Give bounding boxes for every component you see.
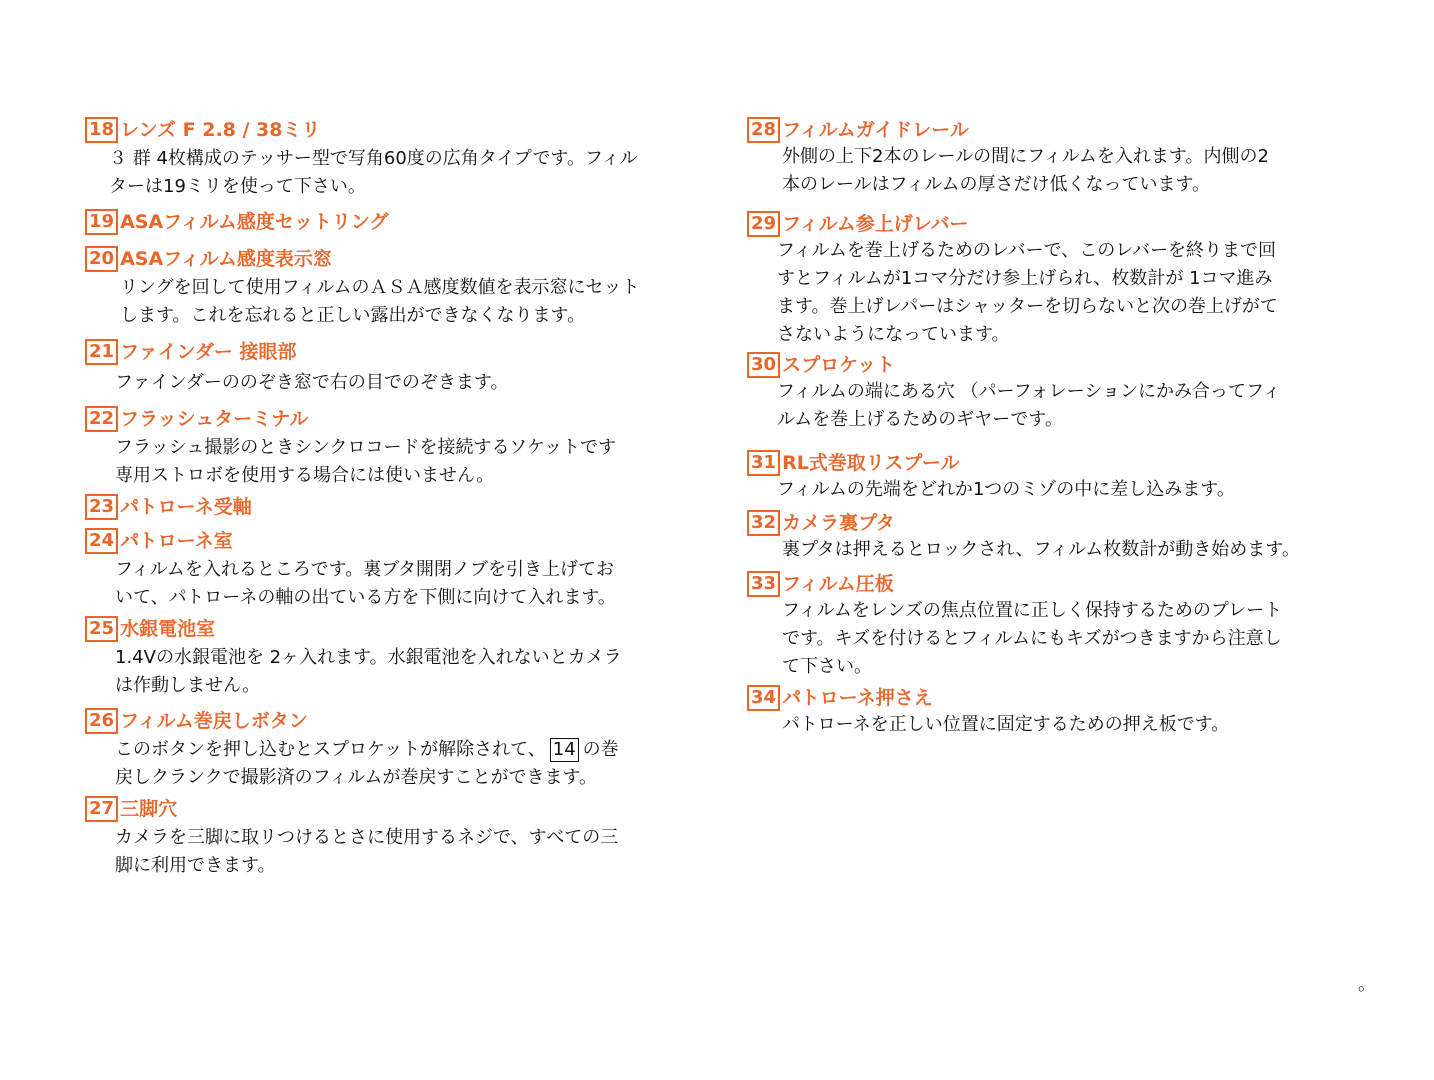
item-title: フィルム巻戻しボタン: [120, 710, 308, 732]
item-number: 31: [747, 450, 780, 476]
description-line: 戻しクランクで撮影済のフィルムが巻戻すことができます。: [115, 767, 598, 788]
entry-34: [747, 685, 1229, 739]
item-number: 20: [85, 246, 118, 272]
entry-21: [85, 339, 508, 397]
item-number: 32: [747, 510, 780, 536]
entry-24: [85, 528, 616, 612]
entry-heading: [747, 450, 1235, 476]
entry-heading: [85, 616, 622, 642]
item-number: 21: [85, 339, 118, 365]
item-description: パトローネを正しい位置に固定するための押え板です。: [782, 714, 1230, 735]
item-description: 裏プタは押えるとロックされ、フィルム枚数計が動き始めます。: [782, 539, 1300, 560]
item-description: フィルムの先端をどれか1つのミゾの中に差し込みます。: [777, 479, 1235, 500]
item-title: スプロケット: [782, 354, 896, 376]
entry-23: [85, 494, 252, 520]
entry-heading: [747, 117, 1269, 143]
entry-heading: [85, 796, 618, 822]
entry-heading: [747, 352, 1281, 378]
item-description: フィルムを入れるところです。裏ブタ開閉ノブを引き上げてお いて、パトローネの軸の出ている方を下側に向けて入れます。: [115, 559, 616, 608]
entry-heading: [85, 209, 389, 235]
entry-heading: [747, 211, 1278, 237]
item-number: 28: [747, 117, 780, 143]
item-description: フィルムの端にある穴 （パーフォレーションにかみ合ってフィ ルムを巻上げるためのギヤーです。: [777, 381, 1281, 430]
entry-27: [85, 796, 618, 880]
page-mark: 。: [1358, 974, 1376, 995]
entry-heading: [85, 117, 638, 143]
description-line: [115, 736, 619, 764]
item-number: 30: [747, 352, 780, 378]
item-number: 34: [747, 685, 780, 711]
entry-heading: [85, 708, 619, 734]
item-title: カメラ裏プタ: [782, 512, 895, 534]
item-number: 22: [85, 406, 118, 432]
item-description: 1.4Vの水銀電池を 2ヶ入れます。水銀電池を入れないとカメラ は作動しません。: [115, 647, 622, 696]
item-description: ３ 群 4枚構成のテッサー型で写角60度の広角タイプです。フィル ターは19ミリを使って下さい。: [109, 148, 638, 197]
item-description: リングを回して使用フィルムのＡＳＡ感度数値を表示窓にセット します。これを忘れると正しい露出ができなくなります。: [120, 277, 640, 326]
entry-heading: [85, 246, 639, 272]
entry-32: [747, 510, 1300, 564]
entry-28: [747, 117, 1269, 199]
item-title: 三脚穴: [120, 798, 178, 820]
entry-22: [85, 406, 616, 490]
item-number: 29: [747, 211, 780, 237]
item-title: フィルム圧板: [782, 573, 894, 595]
item-title: ASAフィルム感度セットリング: [120, 211, 389, 233]
item-title: ファインダー 接眼部: [120, 341, 297, 363]
item-description: カメラを三脚に取リつけるとさに使用するネジで、すべての三 脚に利用できます。: [115, 827, 619, 876]
entry-heading: [747, 510, 1300, 536]
item-number: 26: [85, 708, 118, 734]
item-number: 19: [85, 209, 118, 235]
item-title: パトローネ受軸: [120, 496, 252, 518]
item-description: フィルムを巻上げるためのレバーで、このレバーを終りまで回 すとフィルムが1コマ分だけ参上げられ、枚数計が 1コマ進み ます。巻上げレパーはシャッターを切らないと次の巻上げがて さないようになっています。: [777, 240, 1278, 345]
item-description: 外側の上下2本のレールの間にフィルムを入れます。内側の2 本のレールはフィルムの厚さだけ低くなっています。: [782, 146, 1269, 195]
entry-29: [747, 211, 1278, 349]
item-description: [115, 736, 619, 792]
item-number: 24: [85, 528, 118, 554]
item-description: フィルムをレンズの焦点位置に正しく保持するためのプレート です。キズを付けるとフィルムにもキズがつきますから注意し て下さい。: [782, 600, 1283, 677]
description-text: このボタンを押し込むとスプロケットが解除されて、: [115, 739, 546, 760]
entry-heading: [85, 339, 508, 365]
item-number: 33: [747, 571, 780, 597]
entry-30: [747, 352, 1281, 434]
entry-heading: [747, 571, 1282, 597]
entry-heading: [747, 685, 1229, 711]
item-title: フィルム参上げレバー: [782, 213, 969, 235]
item-description: フラッシュ撮影のときシンクロコードを接続するソケットです 専用ストロボを使用する場合には使いません。: [115, 437, 617, 486]
item-number: 23: [85, 494, 118, 520]
entry-18: [85, 117, 638, 201]
item-title: パトローネ押さえ: [782, 687, 933, 709]
entry-heading: [85, 494, 252, 520]
entry-heading: [85, 528, 616, 554]
item-title: ASAフィルム感度表示窓: [120, 248, 332, 270]
entry-31: [747, 450, 1235, 504]
item-title: 水銀電池室: [120, 618, 216, 640]
item-title: パトローネ室: [120, 530, 233, 552]
item-number: 18: [85, 117, 118, 143]
item-description: ファインダーののぞき窓で右の目でのぞきます。: [115, 372, 509, 393]
item-title: フィルムガイドレール: [782, 119, 969, 141]
item-number: 25: [85, 616, 118, 642]
item-number: 27: [85, 796, 118, 822]
entry-25: [85, 616, 622, 700]
entry-20: [85, 246, 639, 330]
item-title: フラッシュターミナル: [120, 408, 309, 430]
entry-19: [85, 209, 389, 235]
description-text: の巻: [582, 739, 619, 760]
part-reference: 14: [550, 738, 579, 762]
entry-heading: [85, 406, 616, 432]
entry-26: [85, 708, 619, 792]
item-title: RL式巻取リスプール: [782, 452, 960, 474]
entry-33: [747, 571, 1282, 681]
item-title: レンズ F 2.8 / 38ミリ: [120, 119, 321, 141]
